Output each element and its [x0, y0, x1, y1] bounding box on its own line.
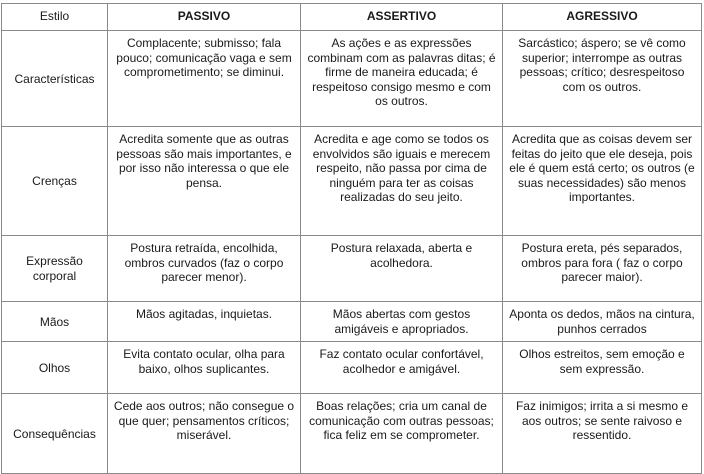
cell-passivo: Complacente; submisso; fala pouco; comunicação vaga e sem comprometimento; se diminui.: [108, 31, 301, 127]
table-row: [2, 236, 702, 302]
cell-assertivo: Acredita e age como se todos os envolvidos são iguais e merecem respeito, não passa por cima de ninguém para ter as coisas realizadas do seu jeito.: [301, 127, 503, 236]
table-row: [2, 127, 702, 236]
cell-assertivo: Boas relações; cria um canal de comunicação com outras pessoas; fica feliz em se comprometer.: [301, 394, 503, 474]
header-agressivo: AGRESSIVO: [503, 4, 702, 31]
cell-agressivo: Olhos estreitos, sem emoção e sem expressão.: [503, 342, 702, 394]
cell-agressivo: Sarcástico; áspero; se vê como superior; interrompe as outras pessoas; crítico; desrespeitoso com os outros.: [503, 31, 702, 127]
row-label: Mãos: [2, 302, 108, 342]
row-label: Olhos: [2, 342, 108, 394]
table-row: [2, 342, 702, 394]
cell-passivo: Cede aos outros; não consegue o que quer; pensamentos críticos; miserável.: [108, 394, 301, 474]
cell-assertivo: Postura relaxada, aberta e acolhedora.: [301, 236, 503, 302]
cell-passivo: Postura retraída, encolhida, ombros curvados (faz o corpo parecer menor).: [108, 236, 301, 302]
cell-passivo: Evita contato ocular, olha para baixo, olhos suplicantes.: [108, 342, 301, 394]
table-row: [2, 394, 702, 474]
header-assertivo: ASSERTIVO: [301, 4, 503, 31]
table-row: [2, 31, 702, 127]
cell-assertivo: Faz contato ocular confortável, acolhedor e amigável.: [301, 342, 503, 394]
cell-agressivo: Aponta os dedos, mãos na cintura, punhos cerrados: [503, 302, 702, 342]
header-passivo: PASSIVO: [108, 4, 301, 31]
cell-agressivo: Faz inimigos; irrita a si mesmo e aos outros; se sente raivoso e ressentido.: [503, 394, 702, 474]
cell-agressivo: Postura ereta, pés separados, ombros para fora ( faz o corpo parecer maior).: [503, 236, 702, 302]
cell-passivo: Mãos agitadas, inquietas.: [108, 302, 301, 342]
communication-styles-table: [1, 3, 702, 474]
row-label: Crenças: [2, 127, 108, 236]
cell-assertivo: Mãos abertas com gestos amigáveis e apropriados.: [301, 302, 503, 342]
table-row: [2, 302, 702, 342]
header-estilo: Estilo: [2, 4, 108, 31]
row-label: Expressão corporal: [2, 236, 108, 302]
header-row: [2, 4, 702, 31]
cell-passivo: Acredita somente que as outras pessoas são mais importantes, e por isso não interessa o que ele pensa.: [108, 127, 301, 236]
cell-assertivo: As ações e as expressões combinam com as palavras ditas; é firme de maneira educada; é respeitoso consigo mesmo e com os outros.: [301, 31, 503, 127]
cell-agressivo: Acredita que as coisas devem ser feitas do jeito que ele deseja, pois ele é quem está certo; os outros (e suas necessidades) são menos importantes.: [503, 127, 702, 236]
row-label: Consequências: [2, 394, 108, 474]
row-label: Características: [2, 31, 108, 127]
